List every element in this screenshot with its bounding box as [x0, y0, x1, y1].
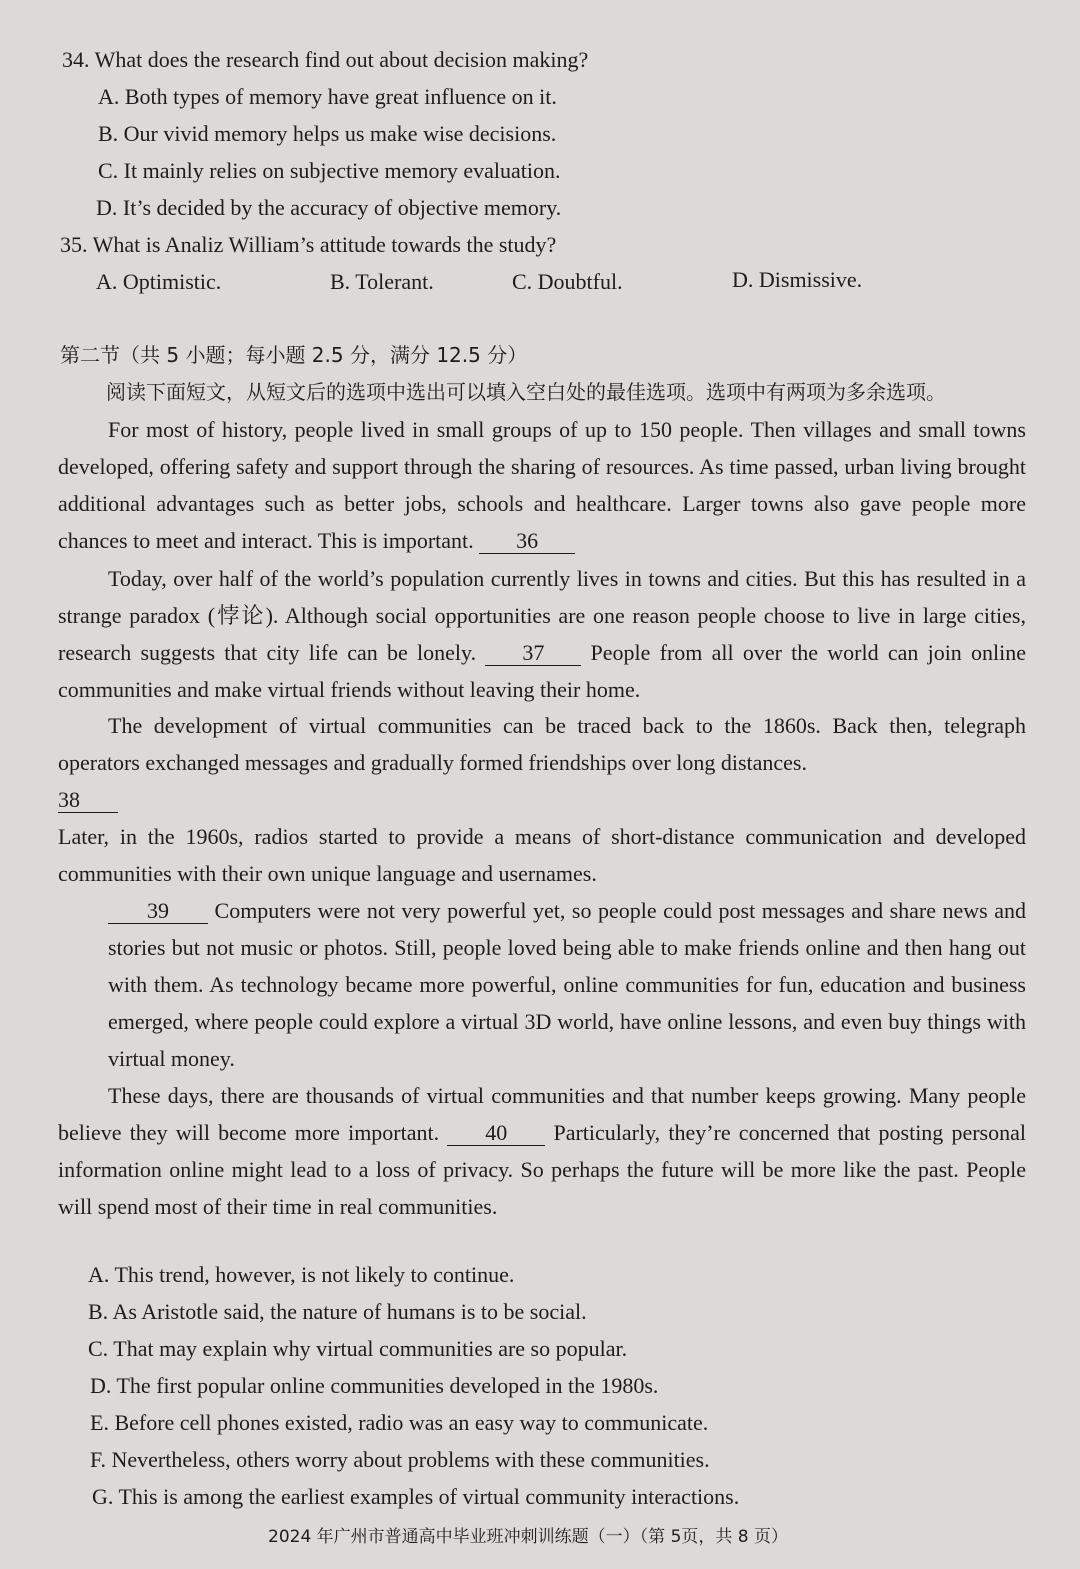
question-34-option-c: C. It mainly relies on subjective memory evaluation.	[98, 158, 561, 183]
passage-paragraph-3a	[58, 707, 1026, 781]
passage-paragraph-3b	[58, 818, 1026, 892]
question-34-option-a: A. Both types of memory have great influence on it.	[98, 84, 557, 109]
question-34-option-b: B. Our vivid memory helps us make wise decisions.	[98, 121, 557, 146]
blank-40[interactable]: 40	[447, 1121, 545, 1146]
question-35-stem: 35. What is Analiz William’s attitude towards the study?	[60, 232, 557, 257]
answer-option-c: C. That may explain why virtual communities are so popular.	[88, 1336, 628, 1361]
passage-paragraph-4	[58, 892, 1026, 1077]
paragraph-4-text: Computers were not very powerful yet, so people could post messages and share news and stories but not music or photos. Still, people loved being able to make friends online and then hang out with them. As technology became more powerful, online communities for fun, education and business emerged, where people could explore a virtual 3D world, have online lessons, and even buy things with virtual money.	[108, 898, 1027, 1071]
blank-38[interactable]: 38	[58, 788, 118, 813]
answer-option-g: G. This is among the earliest examples of virtual community interactions.	[92, 1484, 740, 1509]
answer-option-b: B. As Aristotle said, the nature of humans is to be social.	[88, 1299, 587, 1324]
answer-option-d: D. The first popular online communities developed in the 1980s.	[90, 1373, 659, 1398]
question-35-option-c: C. Doubtful.	[512, 269, 623, 294]
answer-option-a: A. This trend, however, is not likely to continue.	[88, 1262, 515, 1287]
paragraph-3-text-a: The development of virtual communities can be traced back to the 1860s. Back then, telegraph operators exchanged messages and gradually formed friendships over long distances.	[58, 713, 1026, 775]
question-35-option-a: A. Optimistic.	[96, 269, 222, 294]
blank-37[interactable]: 37	[485, 641, 581, 666]
paragraph-5-text-a: These days, there are thousands of virtual communities and that number keeps growing. Many people believe they will become more important.	[58, 1083, 1026, 1145]
paragraph-5-text-b: Particularly, they’re concerned that posting personal information online might lead to a loss of privacy. So perhaps the future will be more like the past. People will spend most of their time in real communities.	[58, 1120, 1027, 1219]
paragraph-2-text-b: People from all over the world can join online communities and make virtual friends without leaving their home.	[58, 640, 1027, 702]
passage-paragraph-2	[58, 560, 1026, 708]
blank-39[interactable]: 39	[108, 899, 208, 924]
paragraph-1-text: For most of history, people lived in small groups of up to 150 people. Then villages and small towns developed, offering safety and support through the sharing of resources. As time passed, urban living brought additional advantages such as better jobs, schools and healthcare. Larger towns also gave people more chances to meet and interact. This is important.	[58, 417, 1026, 553]
question-35-option-d: D. Dismissive.	[732, 267, 863, 292]
page-footer: 2024 年广州市普通高中毕业班冲刺训练题（一）（第 5页，共 8 页）	[268, 1527, 789, 1547]
paragraph-2-text-a: Today, over half of the world’s population currently lives in towns and cities. But this has resulted in a strange paradox (悖论). Although social opportunities are one reason people choose to live in large cities, research suggests that city life can be lonely.	[58, 566, 1026, 665]
paragraph-3-text-b: Later, in the 1960s, radios started to provide a means of short-distance communication and developed communities with their own unique language and usernames.	[58, 824, 1026, 886]
answer-option-e: E. Before cell phones existed, radio was an easy way to communicate.	[90, 1410, 709, 1435]
blank-36[interactable]: 36	[479, 529, 575, 554]
question-35-option-b: B. Tolerant.	[330, 269, 434, 294]
question-34-stem: 34. What does the research find out about decision making?	[62, 47, 589, 72]
section-heading: 第二节（共 5 小题；每小题 2.5 分，满分 12.5 分）	[60, 343, 528, 367]
question-34-option-d: D. It’s decided by the accuracy of objective memory.	[96, 195, 562, 220]
section-instruction: 阅读下面短文，从短文后的选项中选出可以填入空白处的最佳选项。选项中有两项为多余选项。	[106, 380, 946, 404]
blank-38-line	[58, 781, 1026, 818]
answer-option-f: F. Nevertheless, others worry about problems with these communities.	[90, 1447, 710, 1472]
passage-paragraph-1	[58, 411, 1026, 559]
passage-paragraph-5	[58, 1077, 1026, 1225]
